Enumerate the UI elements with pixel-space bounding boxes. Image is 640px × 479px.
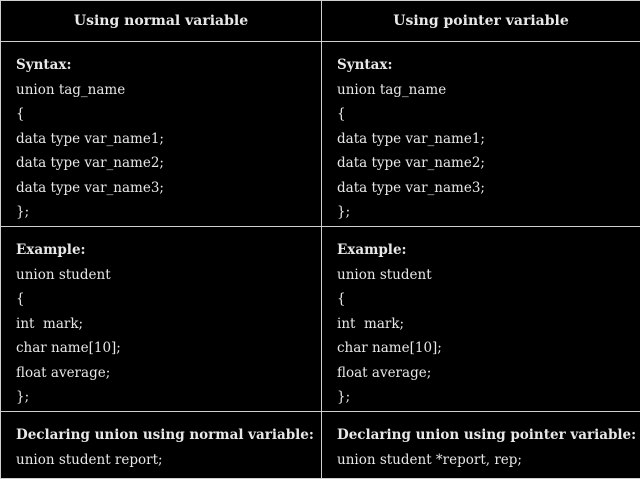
cell-heading: Example: — [16, 242, 86, 258]
header-row — [1, 1, 640, 42]
code-line: char name[10]; — [337, 340, 442, 356]
code-line: }; — [337, 389, 351, 405]
code-line: float average; — [337, 364, 432, 381]
code-line: int mark; — [16, 315, 84, 332]
declaring-normal-cell — [1, 412, 322, 479]
code-line: union student — [16, 266, 111, 283]
code-line: }; — [16, 389, 30, 405]
code-line: data type var_name1; — [337, 130, 485, 147]
code-line: union student — [337, 266, 432, 283]
cell-heading: Syntax: — [337, 57, 393, 73]
declaring-pointer-cell — [322, 412, 640, 479]
syntax-normal-cell — [1, 42, 322, 227]
code-line: union student *report, rep; — [337, 451, 522, 468]
cell-heading: Example: — [337, 242, 407, 258]
code-line: }; — [337, 204, 351, 220]
code-line: int mark; — [337, 315, 405, 332]
code-line: char name[10]; — [16, 340, 121, 356]
code-line: data type var_name2; — [16, 155, 164, 171]
cell-heading: Declaring union using normal variable: — [16, 427, 314, 443]
header-pointer-variable: Using pointer variable — [322, 1, 640, 42]
code-line: data type var_name3; — [337, 179, 485, 196]
code-line: { — [16, 291, 25, 307]
example-row — [1, 227, 640, 412]
code-line: data type var_name1; — [16, 130, 164, 147]
syntax-row — [1, 42, 640, 227]
code-line: float average; — [16, 364, 111, 381]
syntax-pointer-cell — [322, 42, 640, 227]
code-line: union tag_name — [337, 81, 447, 98]
code-line: data type var_name3; — [16, 179, 164, 196]
example-normal-cell — [1, 227, 322, 412]
code-line: union student report; — [16, 451, 163, 468]
code-line: data type var_name2; — [337, 155, 485, 171]
cell-heading: Syntax: — [16, 57, 72, 73]
code-line: { — [337, 106, 346, 122]
code-line: { — [16, 106, 25, 122]
cell-heading: Declaring union using pointer variable: — [337, 427, 637, 443]
code-line: }; — [16, 204, 30, 220]
declaring-row — [1, 412, 640, 479]
example-pointer-cell — [322, 227, 640, 412]
code-line: { — [337, 291, 346, 307]
header-normal-variable: Using normal variable — [1, 1, 322, 42]
code-line: union tag_name — [16, 81, 126, 98]
